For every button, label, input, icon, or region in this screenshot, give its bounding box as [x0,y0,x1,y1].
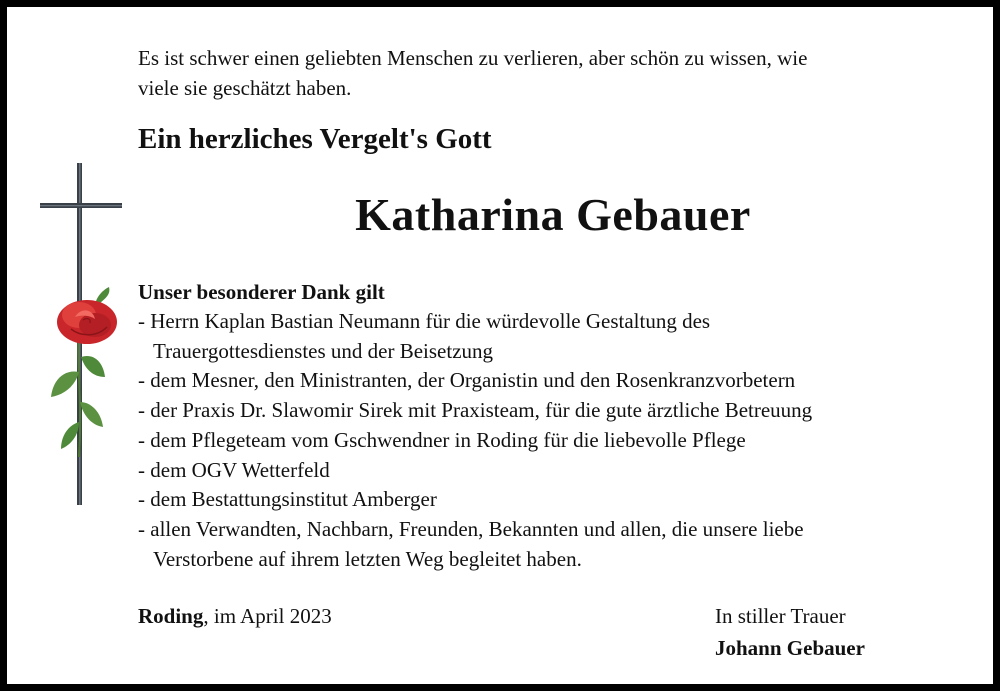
dank-heading: Unser besonderer Dank gilt [138,280,385,304]
date-text: , im April 2023 [203,604,332,628]
list-item: - dem Bestattungsinstitut Amberger [138,487,437,512]
signer-name: Johann Gebauer [715,636,865,660]
list-item: - dem OGV Wetterfeld [138,457,330,482]
thanks-heading: Ein herzliches Vergelt's Gott [138,123,492,155]
thanks-list [138,307,812,574]
list-item: - dem Mesner, den Ministranten, der Organistin und den Rosenkranzvorbetern [138,368,796,393]
rose-icon [51,287,117,457]
place-date [138,601,332,631]
intro-line-1: Es ist schwer einen geliebten Menschen zu verlieren, aber schön zu wissen, wie [138,46,808,70]
list-item: - dem Pflegeteam vom Gschwendner in Roding für die liebevolle Pflege [138,427,746,452]
place-name: Roding [138,604,204,628]
list-item-continuation: Verstorbene auf ihrem letzten Weg begleitet haben. [153,546,582,571]
deceased-name: Katharina Gebauer [355,189,751,240]
list-item-continuation: Trauergottesdienstes und der Beisetzung [153,338,494,363]
intro-line-2: viele sie geschätzt haben. [138,76,352,100]
list-item: - der Praxis Dr. Slawomir Sirek mit Praxisteam, für die gute ärztliche Betreuung [138,398,813,423]
mourning-phrase: In stiller Trauer [715,604,846,628]
list-item: - allen Verwandten, Nachbarn, Freunden, Bekannten und allen, die unsere liebe [138,516,804,541]
list-item: - Herrn Kaplan Bastian Neumann für die würdevolle Gestaltung des [138,309,711,333]
